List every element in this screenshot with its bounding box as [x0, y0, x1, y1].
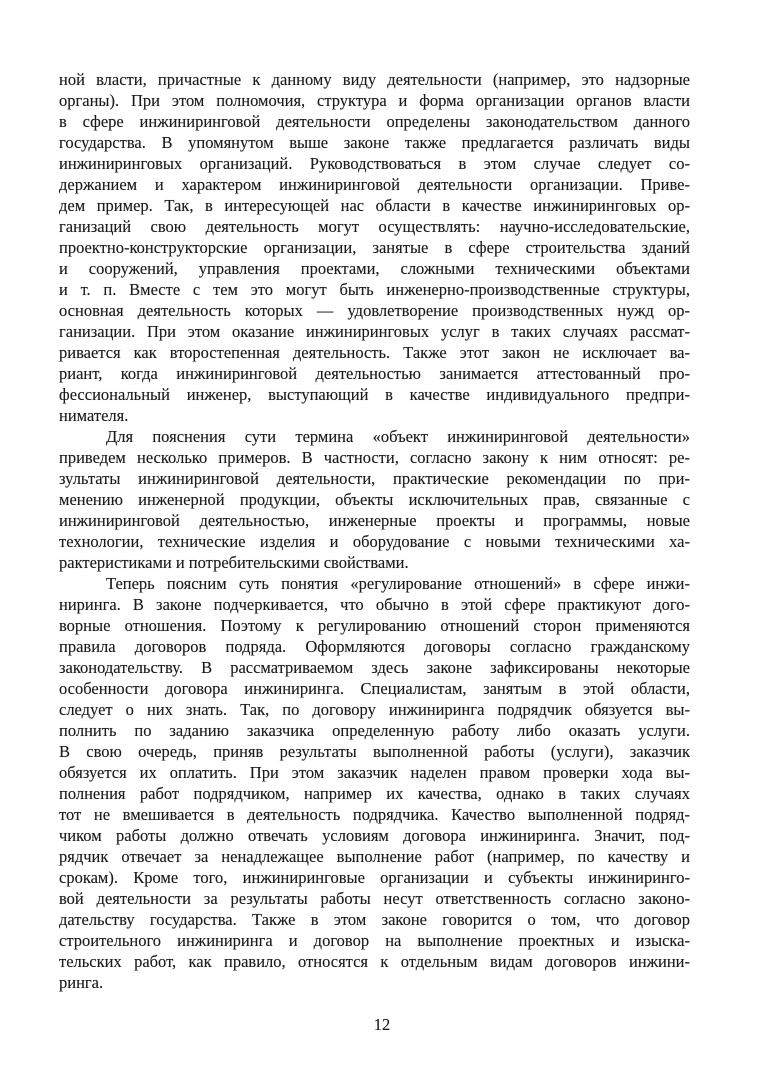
text-line: ганизаций свою деятельность могут осуществлять: научно-исследовательские,	[59, 217, 690, 236]
text-line: рактеристиками и потребительскими свойствами.	[59, 553, 409, 572]
text-line: и сооружений, управления проектами, сложными техническими объектами	[59, 259, 690, 278]
text-line: ринга.	[59, 973, 104, 992]
text-line: нимателя.	[59, 406, 129, 425]
text-line: зультаты инжиниринговой деятельности, практические рекомендации по при-	[59, 469, 690, 488]
text-line: держанием и характером инжиниринговой деятельности организации. Приве-	[59, 175, 690, 194]
text-line: в сфере инжиниринговой деятельности определены законодательством данного	[59, 112, 690, 131]
text-line: Теперь поясним суть понятия «регулирование отношений» в сфере инжи-	[106, 574, 690, 593]
text-line: и т. п. Вместе с тем это могут быть инженерно-производственные структуры,	[59, 280, 690, 299]
text-line: ганизации. При этом оказание инжиниринговых услуг в таких случаях рассмат-	[59, 322, 690, 341]
text-line: дательству государства. Также в этом законе говорится о том, что договор	[59, 910, 690, 929]
text-line: Для пояснения сути термина «объект инжиниринговой деятельности»	[106, 427, 690, 446]
text-line: дем пример. Так, в интересующей нас области в качестве инжиниринговых ор-	[59, 196, 690, 215]
text-line: технологии, технические изделия и оборудование с новыми техническими ха-	[59, 532, 690, 551]
text-line: законодательству. В рассматриваемом здесь законе зафиксированы некоторые	[59, 658, 690, 677]
text-line: В свою очередь, приняв результаты выполненной работы (услуги), заказчик	[59, 742, 690, 761]
text-line: инжиниринговых организаций. Руководствоваться в этом случае следует со-	[59, 154, 690, 173]
text-line: срокам). Кроме того, инжиниринговые организации и субъекты инжиниринго-	[59, 868, 690, 887]
text-line: тельских работ, как правило, относятся к отдельным видам договоров инжини-	[59, 952, 690, 971]
text-line: органы). При этом полномочия, структура и форма организации органов власти	[59, 91, 690, 110]
text-line: тот не вмешивается в деятельность подрядчика. Качество выполненной подряд-	[59, 805, 690, 824]
text-line: правила договоров подряда. Оформляются договоры согласно гражданскому	[59, 637, 690, 656]
body-text	[59, 69, 690, 993]
text-line: строительного инжиниринга и договор на выполнение проектных и изыска-	[59, 931, 690, 950]
text-line: полнить по заданию заказчика определенную работу либо оказать услуги.	[59, 721, 690, 740]
text-line: менению инженерной продукции, объекты исключительных прав, связанные с	[59, 490, 690, 509]
text-line: риант, когда инжиниринговой деятельностью занимается аттестованный про-	[59, 364, 690, 383]
text-line: рядчик отвечает за ненадлежащее выполнение работ (например, по качеству и	[59, 847, 690, 866]
text-line: следует о них знать. Так, по договору инжиниринга подрядчик обязуется вы-	[59, 700, 690, 719]
text-line: чиком работы должно отвечать условиям договора инжиниринга. Значит, под-	[59, 826, 690, 845]
text-line: ной власти, причастные к данному виду деятельности (например, это надзорные	[59, 70, 690, 89]
text-line: государства. В упомянутом выше законе также предлагается различать виды	[59, 133, 690, 152]
text-line: вой деятельности за результаты работы несут ответственность согласно законо-	[59, 889, 690, 908]
text-line: основная деятельность которых — удовлетворение производственных нужд ор-	[59, 301, 690, 320]
page-number: 12	[373, 1015, 391, 1034]
text-line: полнения работ подрядчиком, например их качества, однако в таких случаях	[59, 784, 690, 803]
text-line: приведем несколько примеров. В частности, согласно закону к ним относят: ре-	[59, 448, 690, 467]
text-line: инжиниринговой деятельностью, инженерные проекты и программы, новые	[59, 511, 690, 530]
text-line: фессиональный инженер, выступающий в качестве индивидуального предпри-	[59, 385, 690, 404]
text-line: особенности договора инжиниринга. Специалистам, занятым в этой области,	[59, 679, 690, 698]
text-line: ворные отношения. Поэтому к регулированию отношений сторон применяются	[59, 616, 690, 635]
text-line: проектно-конструкторские организации, занятые в сфере строительства зданий	[59, 238, 690, 257]
text-line: обязуется их оплатить. При этом заказчик наделен правом проверки хода вы-	[59, 763, 690, 782]
text-line: ривается как второстепенная деятельность. Также этот закон не исключает ва-	[59, 343, 690, 362]
text-line: ниринга. В законе подчеркивается, что обычно в этой сфере практикуют дого-	[59, 595, 690, 614]
